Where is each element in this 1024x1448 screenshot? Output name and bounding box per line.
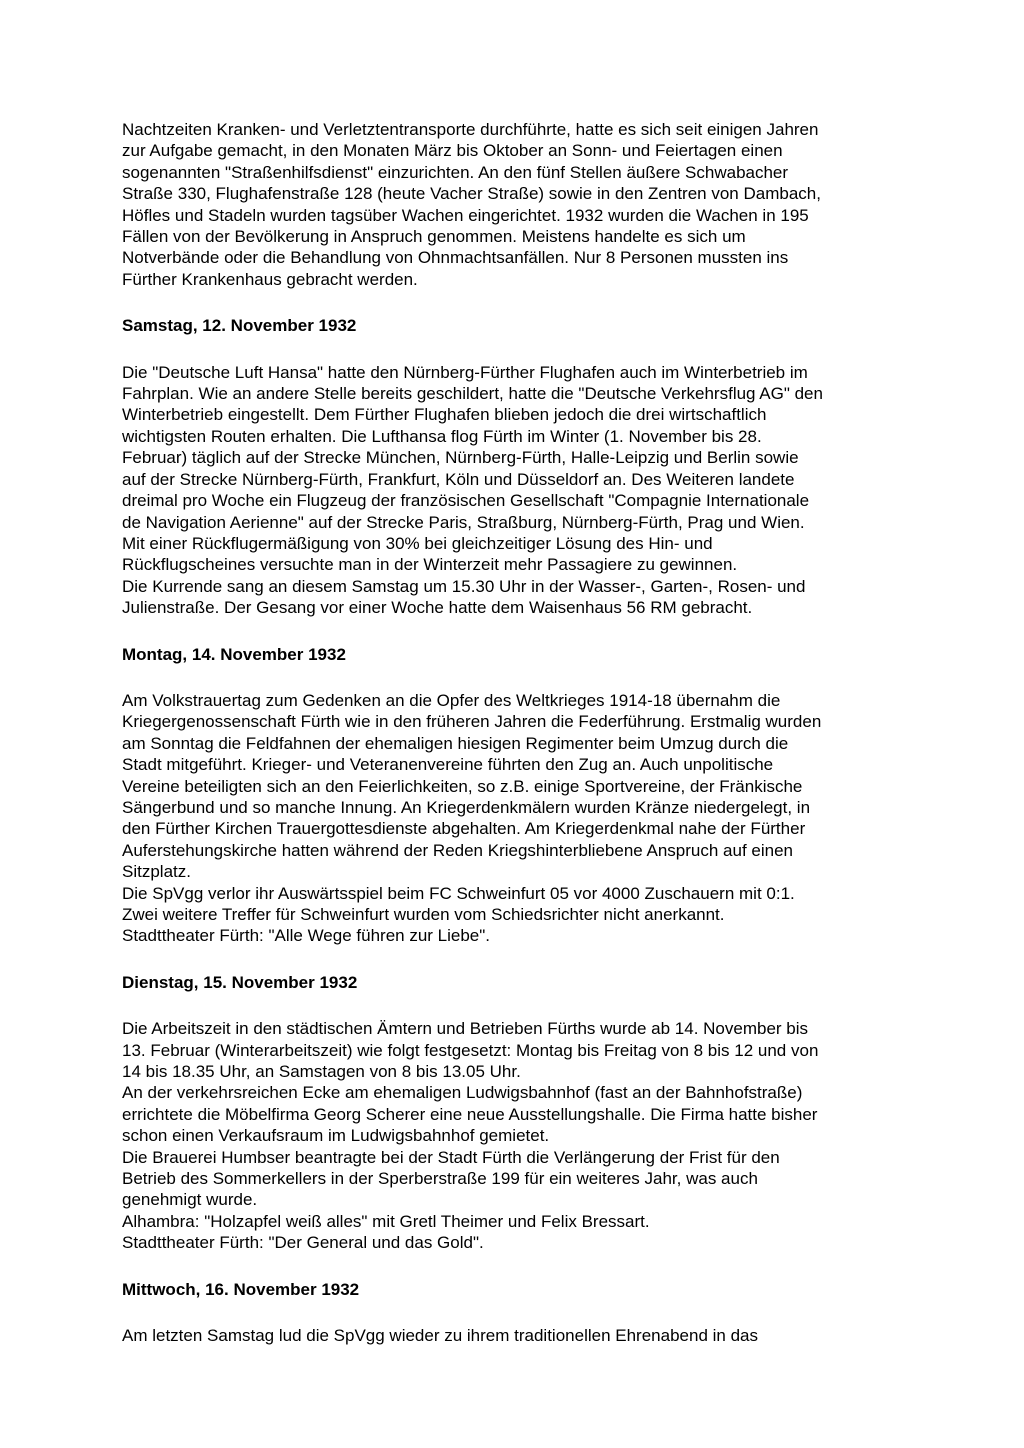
paragraph-line: Mit einer Rückflugermäßigung von 30% bei gleichzeitiger Lösung des Hin- und	[122, 533, 713, 553]
section-heading	[122, 972, 962, 993]
paragraph-line: Vereine beteiligten sich an den Feierlichkeiten, so z.B. einige Sportvereine, der Fränkische	[122, 776, 803, 796]
paragraph-line: am Sonntag die Feldfahnen der ehemaligen hiesigen Regimenter beim Umzug durch die	[122, 733, 789, 753]
paragraph	[122, 1325, 962, 1346]
paragraph-line: 13. Februar (Winterarbeitszeit) wie folgt festgesetzt: Montag bis Freitag von 8 bis 12 und von	[122, 1040, 819, 1060]
paragraph-line: dreimal pro Woche ein Flugzeug der französischen Gesellschaft "Compagnie Internationale	[122, 491, 810, 511]
paragraph-line: Winterbetrieb eingestellt. Dem Fürther Flughafen blieben jedoch die drei wirtschaftlich	[122, 405, 767, 425]
section-heading	[122, 315, 962, 336]
section-heading	[122, 644, 962, 665]
paragraph-line: Zwei weitere Treffer für Schweinfurt wurden vom Schiedsrichter nicht anerkannt.	[122, 905, 725, 924]
paragraph-line: Straße 330, Flughafenstraße 128 (heute Vacher Straße) sowie in den Zentren von Dambach,	[122, 184, 821, 204]
paragraph-line: Die Arbeitszeit in den städtischen Ämtern und Betrieben Fürths wurde ab 14. November bis	[122, 1019, 809, 1039]
document-text-body	[122, 119, 962, 1347]
paragraph-line: Nachtzeiten Kranken- und Verletztentransporte durchführte, hatte es sich seit einigen Jahren	[122, 120, 819, 139]
section-heading-text: Samstag, 12. November 1932	[122, 316, 357, 336]
paragraph-line: Februar) täglich auf der Strecke München, Nürnberg-Fürth, Halle-Leipzig und Berlin sowie	[122, 448, 799, 468]
paragraph	[122, 362, 962, 619]
paragraph-line: Fürther Krankenhaus gebracht werden.	[122, 269, 418, 289]
paragraph-line: schon einen Verkaufsraum im Ludwigsbahnhof gemietet.	[122, 1126, 550, 1146]
paragraph-line: Rückflugscheines versuchte man in der Winterzeit mehr Passagiere zu gewinnen.	[122, 555, 738, 575]
paragraph-line: sogenannten "Straßenhilfsdienst" einzurichten. An den fünf Stellen äußere Schwabacher	[122, 162, 789, 182]
paragraph-line: Stadt mitgeführt. Krieger- und Veteranenvereine führten den Zug an. Auch unpolitische	[122, 755, 774, 775]
paragraph-line: Die "Deutsche Luft Hansa" hatte den Nürnberg-Fürther Flughafen auch im Winterbetrieb im	[122, 362, 808, 382]
paragraph-line: Die Brauerei Humbser beantragte bei der Stadt Fürth die Verlängerung der Frist für den	[122, 1147, 780, 1167]
paragraph	[122, 690, 962, 947]
paragraph-line: wichtigsten Routen erhalten. Die Lufthansa flog Fürth im Winter (1. November bis 28.	[122, 426, 762, 446]
paragraph-line: 14 bis 18.35 Uhr, an Samstagen von 8 bis 13.05 Uhr.	[122, 1062, 521, 1082]
paragraph-line: Stadttheater Fürth: "Der General und das Gold".	[122, 1233, 484, 1253]
paragraph-line: errichtete die Möbelfirma Georg Scherer eine neue Ausstellungshalle. Die Firma hatte bisher	[122, 1104, 818, 1124]
section-heading-text: Mittwoch, 16. November 1932	[122, 1279, 360, 1299]
paragraph-line: zur Aufgabe gemacht, in den Monaten März bis Oktober an Sonn- und Feiertagen einen	[122, 141, 783, 161]
paragraph-line: Kriegergenossenschaft Fürth wie in den früheren Jahren die Federführung. Erstmalig wurden	[122, 712, 822, 732]
paragraph-line: Höfles und Stadeln wurden tagsüber Wachen eingerichtet. 1932 wurden die Wachen in 195	[122, 205, 809, 225]
paragraph-line: Fahrplan. Wie an andere Stelle bereits geschildert, hatte die "Deutsche Verkehrsflug AG" den	[122, 384, 823, 404]
paragraph	[122, 1018, 962, 1253]
paragraph-line: Sitzplatz.	[122, 862, 191, 882]
paragraph-line: Alhambra: "Holzapfel weiß alles" mit Gretl Theimer und Felix Bressart.	[122, 1211, 650, 1231]
paragraph-line: Notverbände oder die Behandlung von Ohnmachtsanfällen. Nur 8 Personen mussten ins	[122, 248, 789, 268]
section-heading-text: Dienstag, 15. November 1932	[122, 972, 358, 992]
paragraph-line: Die SpVgg verlor ihr Auswärtsspiel beim FC Schweinfurt 05 vor 4000 Zuschauern mit 0:1.	[122, 883, 795, 903]
paragraph-line: Auferstehungskirche hatten während der Reden Kriegshinterbliebene Anspruch auf einen	[122, 840, 794, 860]
paragraph-line: Am Volkstrauertag zum Gedenken an die Opfer des Weltkrieges 1914-18 übernahm die	[122, 690, 781, 710]
paragraph-line: Die Kurrende sang an diesem Samstag um 15.30 Uhr in der Wasser-, Garten-, Rosen- und	[122, 576, 806, 596]
paragraph-line: Am letzten Samstag lud die SpVgg wieder zu ihrem traditionellen Ehrenabend in das	[122, 1326, 758, 1346]
paragraph-line: Stadttheater Fürth: "Alle Wege führen zur Liebe".	[122, 926, 491, 946]
section-heading	[122, 1279, 962, 1300]
paragraph-line: Sängerbund und so manche Innung. An Kriegerdenkmälern wurden Kränze niedergelegt, in	[122, 797, 811, 817]
paragraph-line: den Fürther Kirchen Trauergottesdienste abgehalten. Am Kriegerdenkmal nahe der Fürther	[122, 819, 806, 839]
paragraph-line: auf der Strecke Nürnberg-Fürth, Frankfurt, Köln und Düsseldorf an. Des Weiteren landete	[122, 469, 795, 489]
section-heading-text: Montag, 14. November 1932	[122, 644, 346, 664]
paragraph-line: genehmigt wurde.	[122, 1190, 258, 1210]
paragraph-line: Julienstraße. Der Gesang vor einer Woche hatte dem Waisenhaus 56 RM gebracht.	[122, 598, 753, 618]
paragraph-line: Fällen von der Bevölkerung in Anspruch genommen. Meistens handelte es sich um	[122, 227, 746, 247]
paragraph	[122, 119, 962, 290]
paragraph-line: Betrieb des Sommerkellers in der Sperberstraße 199 für ein weiteres Jahr, was auch	[122, 1169, 758, 1189]
paragraph-line: An der verkehrsreichen Ecke am ehemaligen Ludwigsbahnhof (fast an der Bahnhofstraße)	[122, 1083, 803, 1103]
paragraph-line: de Navigation Aerienne" auf der Strecke Paris, Straßburg, Nürnberg-Fürth, Prag und Wien.	[122, 512, 805, 532]
